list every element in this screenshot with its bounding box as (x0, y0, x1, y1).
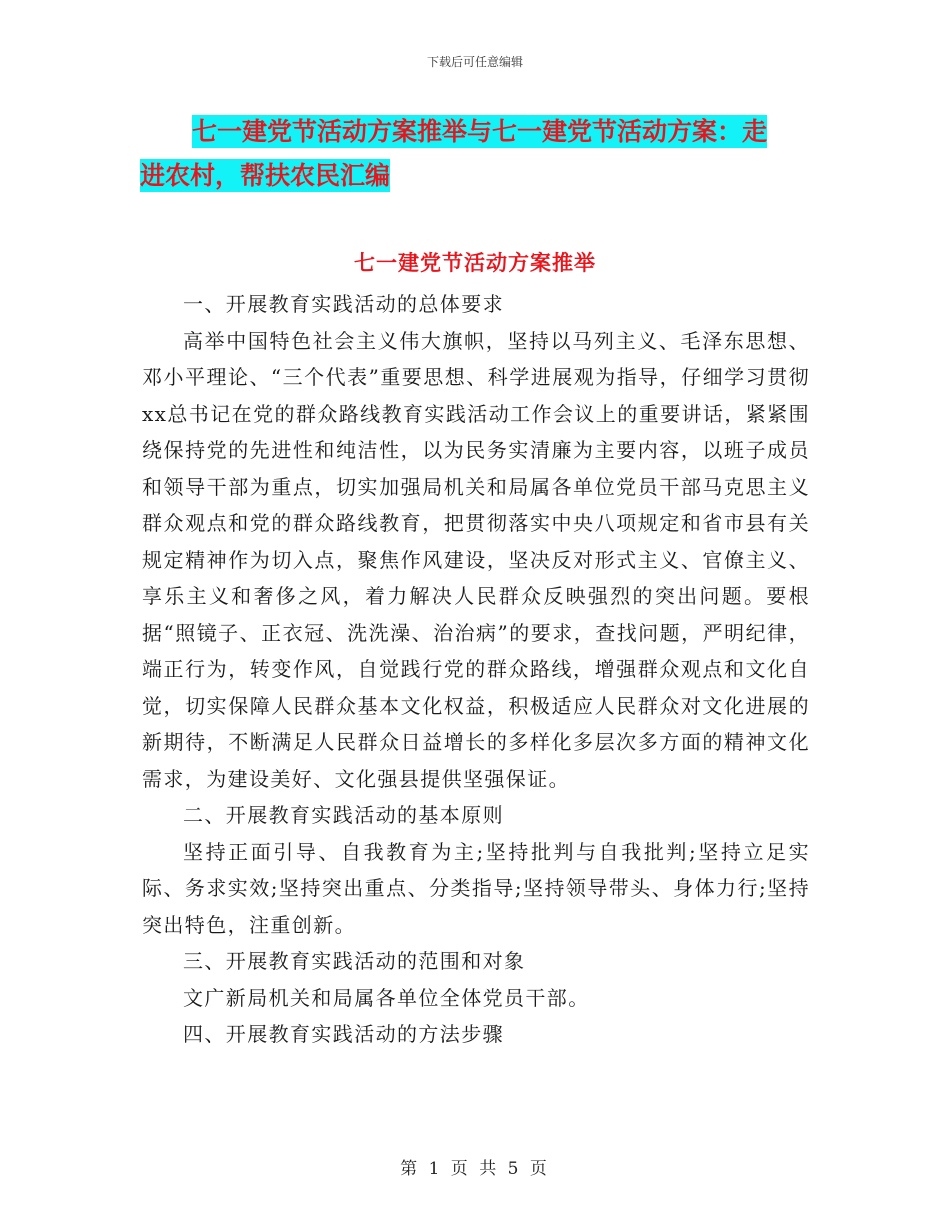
section-title: 七一建党节活动方案推举 (354, 251, 596, 275)
document-title (140, 110, 820, 198)
page-footer: 第 1 页 共 5 页 (400, 1159, 550, 1179)
paragraph-scope-and-targets: 文广新局机关和局属各单位全体党员干部。 (183, 985, 590, 1010)
paragraph-overall-requirements: 高举中国特色社会主义伟大旗帜，坚持以马列主义、毛泽东思想、邓小平理论、“三个代表”重要思想、科学进展观为指导，仔细学习贯彻xx总书记在党的群众路线教育实践活动工作会议上的重要讲话，紧紧围绕保持党的先进性和纯洁性，以为民务实清廉为主要内容，以班子成员和领导干部为重点，切实加强局机关和局属各单位党员干部马克思主义群众观点和党的群众路线教育，把贯彻落实中央八项规定和省市县有关规定精神作为切入点，聚焦作风建设，坚决反对形式主义、官僚主义、享乐主义和奢侈之风，着力解决人民群众反映强烈的突出问题。要根据“照镜子、正衣冠、洗洗澡、治治病”的要求，查找问题，严明纪律，端正行为，转变作风，自觉践行党的群众路线，增强群众观点和文化自觉，切实保障人民群众基本文化权益，积极适应人民群众对文化进展的新期待，不断满足人民群众日益增长的多样化多层次多方面的精神文化需求，为建设美好、文化强县提供坚强保证。 (142, 328, 810, 791)
title-line-1-text: 七一建党节活动方案推举与七一建党节活动方案：走 (192, 117, 768, 146)
header-note: 下载后可任意编辑 (426, 55, 523, 69)
heading-overall-requirements: 一、开展教育实践活动的总体要求 (183, 292, 504, 316)
title-line-1 (140, 110, 820, 154)
heading-methods-and-steps: 四、开展教育实践活动的方法步骤 (183, 1022, 504, 1046)
heading-basic-principles: 二、开展教育实践活动的基本原则 (183, 803, 504, 827)
heading-scope-and-targets: 三、开展教育实践活动的范围和对象 (183, 949, 526, 973)
title-line-2-text: 进农村，帮扶农民汇编 (140, 161, 391, 190)
paragraph-basic-principles: 坚持正面引导、自我教育为主;坚持批判与自我批判;坚持立足实际、务求实效;坚持突出重点、分类指导;坚持领导带头、身体力行;坚持突出特色，注重创新。 (142, 839, 810, 937)
document-body (142, 286, 810, 1053)
title-line-2 (140, 154, 820, 198)
